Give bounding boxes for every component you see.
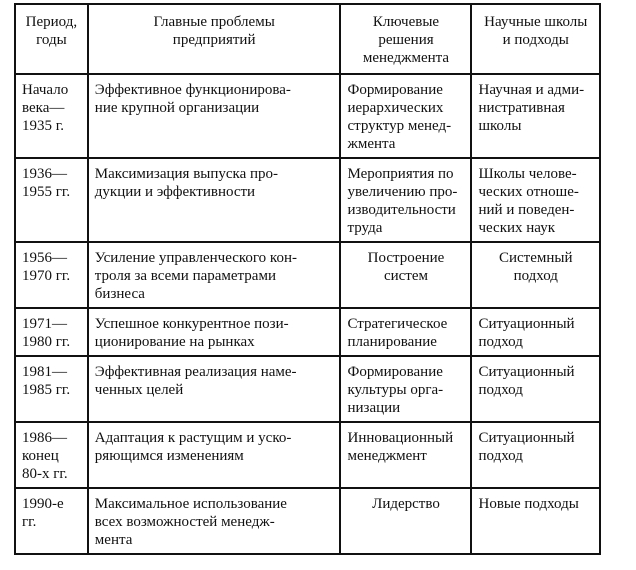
- table-header-row: [15, 4, 600, 74]
- cell-period: Начало века— 1935 г.: [15, 74, 88, 158]
- header-period: Период, годы: [15, 4, 88, 74]
- table-row: [15, 356, 600, 422]
- cell-period: 1981— 1985 гг.: [15, 356, 88, 422]
- table-row: [15, 308, 600, 356]
- cell-decision: Лидерство: [340, 488, 471, 554]
- cell-period: 1936— 1955 гг.: [15, 158, 88, 242]
- management-history-table: [14, 3, 601, 555]
- cell-school: Ситуационный подход: [471, 422, 600, 488]
- table-row: [15, 488, 600, 554]
- cell-decision: Формирование иерархических структур менед- жмента: [340, 74, 471, 158]
- header-decisions: Ключевые решения менеджмента: [340, 4, 471, 74]
- cell-decision: Мероприятия по увеличению про- изводительности труда: [340, 158, 471, 242]
- cell-decision: Стратегическое планирование: [340, 308, 471, 356]
- cell-problem: Максимизация выпуска про- дукции и эффективности: [88, 158, 341, 242]
- cell-school: Системный подход: [471, 242, 600, 308]
- cell-problem: Адаптация к растущим и уско- ряющимся изменениям: [88, 422, 341, 488]
- cell-school: Новые подходы: [471, 488, 600, 554]
- cell-problem: Эффективная реализация наме- ченных целей: [88, 356, 341, 422]
- cell-problem: Эффективное функционирова- ние крупной организации: [88, 74, 341, 158]
- cell-problem: Максимальное использование всех возможностей менедж- мента: [88, 488, 341, 554]
- cell-school: Ситуационный подход: [471, 308, 600, 356]
- cell-school: Школы челове- ческих отноше- ний и поведен- ческих наук: [471, 158, 600, 242]
- cell-period: 1956— 1970 гг.: [15, 242, 88, 308]
- table-row: [15, 74, 600, 158]
- cell-decision: Инновационный менеджмент: [340, 422, 471, 488]
- header-problems: Главные проблемы предприятий: [88, 4, 341, 74]
- header-schools: Научные школы и подходы: [471, 4, 600, 74]
- cell-school: Ситуационный подход: [471, 356, 600, 422]
- table-row: [15, 422, 600, 488]
- cell-decision: Построение систем: [340, 242, 471, 308]
- cell-decision: Формирование культуры орга- низации: [340, 356, 471, 422]
- cell-period: 1971— 1980 гг.: [15, 308, 88, 356]
- table-row: [15, 158, 600, 242]
- cell-period: 1986— конец 80-х гг.: [15, 422, 88, 488]
- cell-school: Научная и адми- нистративная школы: [471, 74, 600, 158]
- cell-problem: Усиление управленческого кон- троля за всеми параметрами бизнеса: [88, 242, 341, 308]
- table-row: [15, 242, 600, 308]
- cell-period: 1990-е гг.: [15, 488, 88, 554]
- cell-problem: Успешное конкурентное пози- ционирование на рынках: [88, 308, 341, 356]
